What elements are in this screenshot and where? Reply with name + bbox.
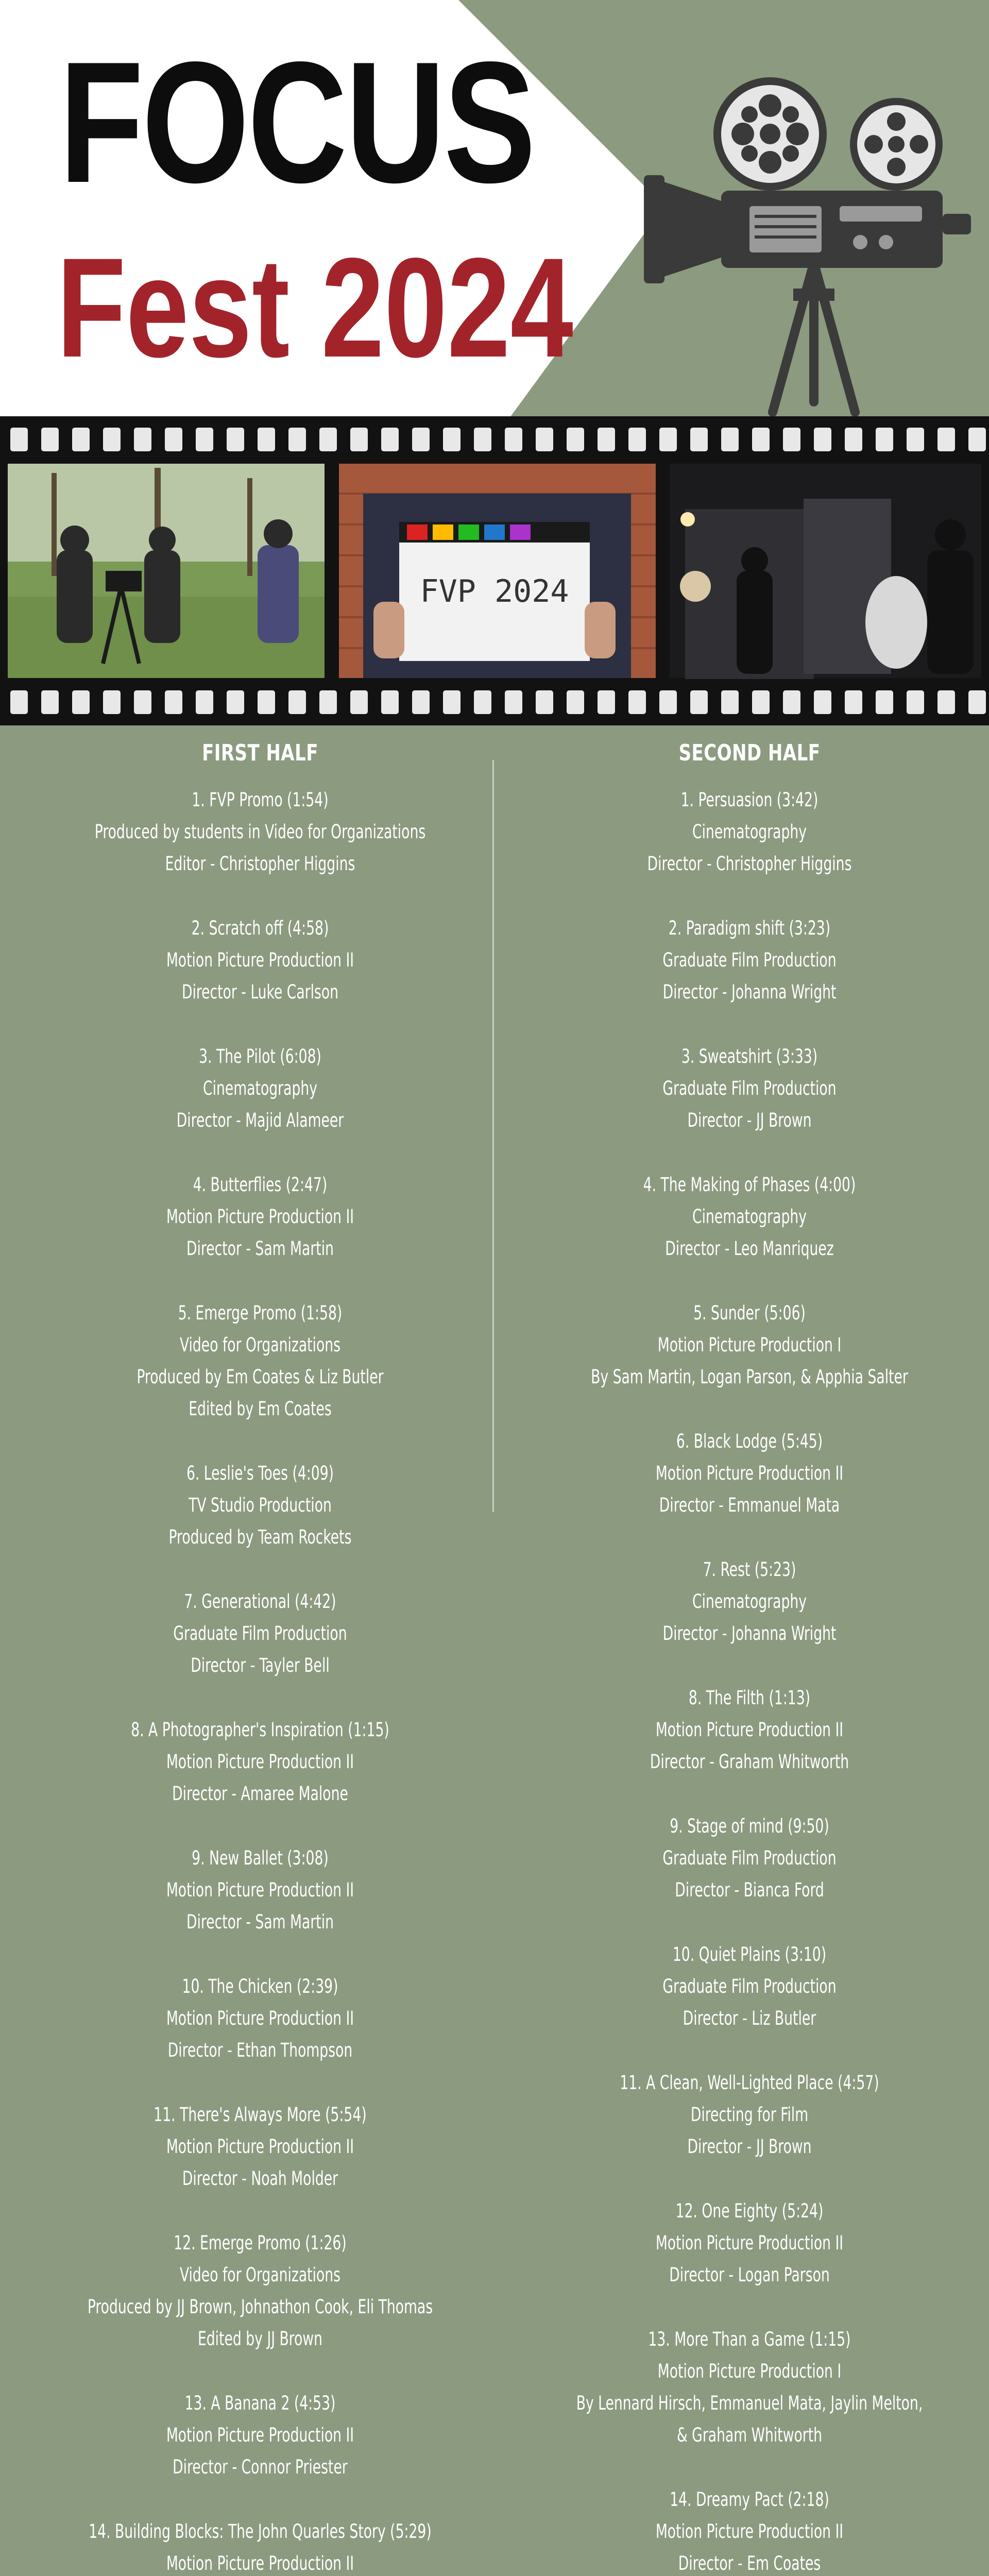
sprocket-hole: [536, 428, 553, 451]
film-course: Motion Picture Production I: [657, 1334, 842, 1356]
film-course: Graduate Film Production: [173, 1622, 347, 1645]
sprocket-hole: [907, 690, 924, 714]
film-credit: Edited by JJ Brown: [197, 2328, 323, 2350]
sprocket-hole: [41, 428, 59, 451]
sprocket-hole: [72, 690, 90, 714]
photo-dark-set-scene: [670, 464, 981, 679]
sprocket-hole: [165, 428, 182, 451]
film-title: 9. New Ballet (3:08): [192, 1847, 329, 1869]
sprocket-hole: [845, 428, 862, 451]
film-entry: [13, 912, 507, 1008]
film-credit: Director - Johanna Wright: [662, 981, 837, 1003]
sprocket-hole: [937, 428, 955, 451]
film-entry: [13, 1297, 507, 1425]
film-title: 10. Quiet Plains (3:10): [672, 1943, 827, 1965]
sprocket-hole: [165, 690, 182, 714]
film-title: 14. Building Blocks: The John Quarles Story (5:29): [89, 2520, 432, 2543]
film-course: Video for Organizations: [179, 1334, 341, 1356]
film-entry: [13, 1842, 507, 1938]
filmstrip-photo-banner: [0, 416, 989, 725]
film-title: 7. Rest (5:23): [703, 1558, 796, 1581]
film-credit: Director - Sam Martin: [186, 1911, 334, 1933]
film-entry: [502, 1682, 989, 1778]
sprocket-hole: [721, 428, 739, 451]
film-entry: [502, 912, 989, 1008]
sprocket-hole: [134, 428, 151, 451]
title-focus: FOCUS: [59, 26, 534, 218]
film-entry: [502, 2195, 989, 2291]
photo-clapperboard: [339, 464, 656, 678]
film-credit: Director - Emmanuel Mata: [659, 1494, 840, 1516]
sprocket-hole: [227, 690, 244, 714]
film-title: 6. Leslie's Toes (4:09): [186, 1462, 334, 1484]
film-entry: [502, 784, 989, 880]
film-entry: [13, 784, 507, 880]
film-entry: [502, 1169, 989, 1265]
sprocket-hole: [598, 428, 615, 451]
sprocket-hole: [319, 428, 337, 451]
film-entry: [13, 1971, 507, 2066]
sprocket-hole: [288, 690, 306, 714]
film-course: Motion Picture Production II: [166, 1206, 354, 1228]
film-credit: By Sam Martin, Logan Parson, & Apphia Salter: [591, 1366, 908, 1388]
film-credit: Editor - Christopher Higgins: [165, 853, 355, 875]
sprocket-hole: [227, 428, 244, 451]
sprocket-hole: [690, 690, 708, 714]
film-entry: [13, 1586, 507, 1682]
photo-film-crew-outdoors: [8, 464, 325, 678]
film-entry: [502, 2067, 989, 2163]
sprocket-hole: [628, 428, 646, 451]
film-entry: [502, 1426, 989, 1521]
sprocket-hole: [937, 690, 955, 714]
film-entry: [502, 2324, 989, 2451]
film-title: 11. There's Always More (5:54): [154, 2104, 367, 2126]
film-course: Motion Picture Production II: [166, 2552, 354, 2574]
film-entry: [502, 1297, 989, 1393]
sprocket-hole: [103, 690, 121, 714]
film-credit: Director - Liz Butler: [683, 2007, 816, 2029]
film-title: 12. Emerge Promo (1:26): [174, 2232, 347, 2254]
film-title: 11. A Clean, Well-Lighted Place (4:57): [620, 2072, 879, 2094]
film-course: Motion Picture Production II: [166, 1751, 354, 1773]
film-course: Motion Picture Production II: [166, 949, 354, 971]
film-title: 10. The Chicken (2:39): [182, 1975, 338, 1997]
film-course: Directing for Film: [690, 2104, 809, 2126]
sprocket-hole: [474, 428, 491, 451]
sprocket-hole: [752, 690, 770, 714]
film-entry: [502, 2484, 989, 2576]
film-title: 14. Dreamy Pact (2:18): [670, 2488, 829, 2511]
film-title: 2. Paradigm shift (3:23): [668, 917, 831, 939]
header: [0, 0, 989, 417]
film-course: Motion Picture Production II: [166, 2424, 354, 2446]
sprocket-hole: [876, 690, 893, 714]
film-title: 4. The Making of Phases (4:00): [643, 1174, 856, 1196]
sprocket-hole: [567, 428, 584, 451]
film-entry: [13, 1169, 507, 1265]
sprocket-hole: [783, 690, 800, 714]
film-title: 12. One Eighty (5:24): [675, 2200, 824, 2222]
film-title: 4. Butterflies (2:47): [193, 1174, 328, 1196]
film-course: Motion Picture Production II: [655, 1719, 844, 1741]
film-title: 8. The Filth (1:13): [688, 1687, 811, 1709]
film-course: TV Studio Production: [189, 1494, 332, 1516]
film-credit: Director - Amaree Malone: [172, 1783, 348, 1805]
film-credit: Director - JJ Brown: [687, 1109, 812, 1131]
sprocket-hole: [659, 428, 677, 451]
sprocket-hole: [412, 690, 430, 714]
film-title: 1. FVP Promo (1:54): [192, 789, 329, 811]
film-course: Graduate Film Production: [662, 949, 837, 971]
film-credit: Director - Ethan Thompson: [167, 2039, 353, 2061]
sprocket-hole: [628, 690, 646, 714]
film-course: Motion Picture Production II: [166, 2136, 354, 2158]
film-course: Produced by students in Video for Organizations: [94, 821, 426, 843]
film-credit: Director - Bianca Ford: [675, 1879, 824, 1901]
film-title: 13. A Banana 2 (4:53): [184, 2392, 336, 2414]
film-credit: Director - Logan Parson: [669, 2264, 830, 2286]
film-credit: Director - Connor Priester: [173, 2456, 348, 2478]
sprocket-hole: [968, 690, 986, 714]
film-credit: Edited by Em Coates: [189, 1398, 332, 1420]
film-title: 9. Stage of mind (9:50): [670, 1815, 829, 1837]
film-course: Video for Organizations: [179, 2264, 341, 2286]
film-course: Graduate Film Production: [662, 1975, 837, 1997]
film-course: Graduate Film Production: [662, 1077, 837, 1099]
sprocket-hole: [134, 690, 151, 714]
sprocket-hole: [412, 428, 430, 451]
film-credit: Director - Leo Manriquez: [665, 1238, 834, 1260]
sprocket-hole: [814, 690, 831, 714]
sprocket-hole: [845, 690, 862, 714]
film-entry: [13, 1458, 507, 1553]
film-credit: Director - Sam Martin: [186, 1238, 334, 1260]
sprocket-hole: [443, 428, 461, 451]
film-course: Cinematography: [203, 1077, 317, 1099]
film-credit: & Graham Whitworth: [676, 2424, 823, 2446]
film-course: Cinematography: [692, 1206, 807, 1228]
title-fest: Fest 2024: [57, 229, 573, 387]
sprocket-hole: [721, 690, 739, 714]
film-course: Motion Picture Production I: [657, 2360, 842, 2382]
sprocket-hole: [288, 428, 306, 451]
sprocket-hole: [536, 690, 553, 714]
film-course: Motion Picture Production II: [655, 2232, 844, 2254]
film-title: 7. Generational (4:42): [184, 1590, 336, 1613]
sprocket-hole: [103, 428, 121, 451]
film-entry: [502, 1939, 989, 2035]
film-title: 5. Emerge Promo (1:58): [178, 1302, 343, 1324]
film-title: 3. The Pilot (6:08): [199, 1045, 321, 1067]
film-credit: Director - Majid Alameer: [176, 1109, 344, 1131]
sprocket-hole: [41, 690, 59, 714]
sprocket-hole: [474, 690, 491, 714]
sprocket-hole: [907, 428, 924, 451]
sprocket-hole: [567, 690, 584, 714]
second-half-column: [502, 742, 989, 2576]
sprocket-hole: [350, 428, 368, 451]
film-title: 5. Sunder (5:06): [693, 1302, 806, 1324]
film-course: Motion Picture Production II: [166, 2007, 354, 2029]
film-entry: [13, 1714, 507, 1810]
sprocket-hole: [505, 690, 522, 714]
film-course: Motion Picture Production II: [166, 1879, 354, 1901]
film-entry: [13, 2227, 507, 2355]
sprocket-hole: [598, 690, 615, 714]
sprocket-hole: [814, 428, 831, 451]
film-credit: By Lennard Hirsch, Emmanuel Mata, Jaylin Melton,: [576, 2392, 923, 2414]
film-entry: [502, 1041, 989, 1137]
sprocket-hole: [10, 690, 28, 714]
film-title: 8. A Photographer's Inspiration (1:15): [131, 1719, 389, 1741]
sprocket-hole: [752, 428, 770, 451]
sprocket-hole: [196, 428, 213, 451]
first-half-heading: FIRST HALF: [202, 740, 318, 766]
film-entry: [13, 2387, 507, 2483]
film-credit: Director - Em Coates: [678, 2552, 821, 2574]
sprocket-hole: [10, 428, 28, 451]
film-credit: Director - Christopher Higgins: [647, 853, 852, 875]
film-credit: Director - Tayler Bell: [191, 1654, 330, 1676]
sprocket-hole: [443, 690, 461, 714]
film-credit: Director - Noah Molder: [182, 2167, 338, 2190]
film-credit: Produced by Em Coates & Liz Butler: [137, 1366, 384, 1388]
clapperboard-text: FVP 2024: [420, 573, 569, 609]
film-credit: Director - JJ Brown: [687, 2136, 812, 2158]
film-credit: Produced by Team Rockets: [168, 1526, 352, 1548]
film-course: Cinematography: [692, 1590, 807, 1613]
film-course: Motion Picture Production II: [655, 2520, 844, 2543]
sprocket-hole: [690, 428, 708, 451]
film-credit: Director - Johanna Wright: [662, 1622, 837, 1645]
sprocket-hole: [319, 690, 337, 714]
sprocket-hole: [505, 428, 522, 451]
sprocket-hole: [258, 690, 275, 714]
film-credit: Produced by JJ Brown, Johnathon Cook, Eli Thomas: [87, 2296, 433, 2318]
sprocket-hole: [350, 690, 368, 714]
sprocket-hole: [72, 428, 90, 451]
film-credit: Director - Graham Whitworth: [650, 1751, 849, 1773]
film-entry: [502, 1810, 989, 1906]
sprocket-hole: [783, 428, 800, 451]
film-title: 3. Sweatshirt (3:33): [681, 1045, 818, 1067]
sprocket-hole: [258, 428, 275, 451]
sprocket-hole: [196, 690, 213, 714]
film-title: 6. Black Lodge (5:45): [676, 1430, 823, 1452]
sprocket-hole: [968, 428, 986, 451]
second-half-heading: SECOND HALF: [678, 740, 821, 766]
first-half-column: [13, 742, 507, 2576]
film-title: 2. Scratch off (4:58): [191, 917, 329, 939]
sprocket-hole: [876, 428, 893, 451]
film-entry: [13, 2516, 507, 2576]
film-entry: [502, 1554, 989, 1650]
film-course: Motion Picture Production II: [655, 1462, 844, 1484]
sprocket-hole: [381, 428, 399, 451]
film-entry: [13, 1041, 507, 1137]
film-course: Cinematography: [692, 821, 807, 843]
film-course: Graduate Film Production: [662, 1847, 837, 1869]
film-credit: Director - Luke Carlson: [181, 981, 339, 1003]
film-title: 1. Persuasion (3:42): [680, 789, 819, 811]
sprocket-hole: [381, 690, 399, 714]
column-divider: [492, 760, 494, 1512]
film-title: 13. More Than a Game (1:15): [648, 2328, 851, 2350]
film-camera-icon: [644, 67, 984, 417]
film-entry: [13, 2099, 507, 2195]
sprocket-hole: [659, 690, 677, 714]
